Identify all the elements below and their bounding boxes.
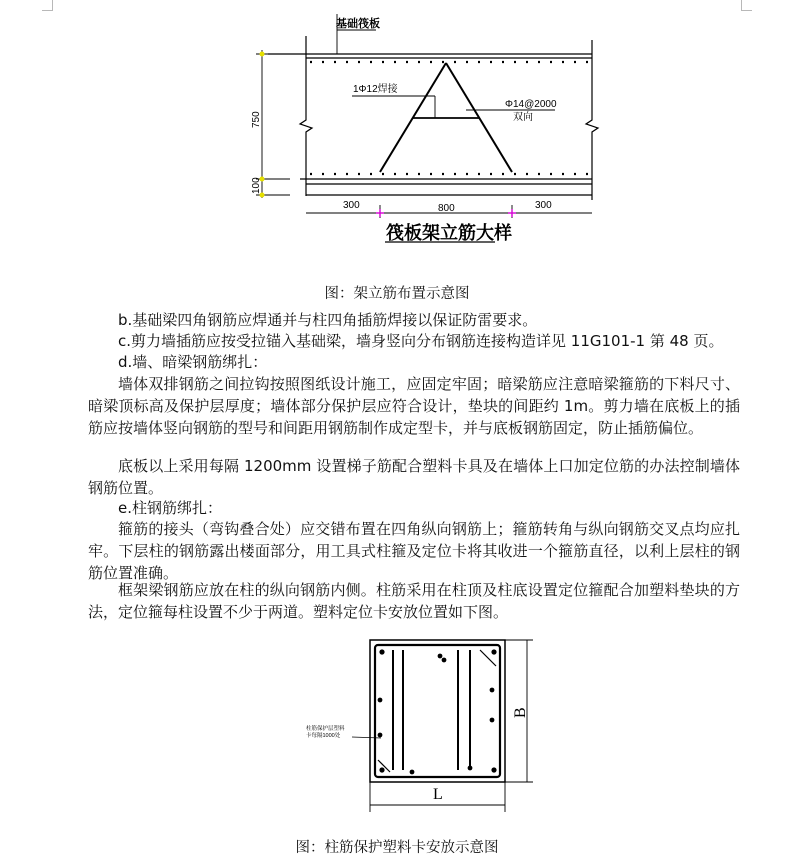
item-c: c.剪力墙插筋应按受拉锚入基础梁，墙身竖向分布钢筋连接构造详见 11G101-1 第 48 页。: [118, 332, 724, 350]
figure2-caption: 图：柱筋保护塑料卡安放示意图: [295, 840, 499, 856]
label-plastic-clip-1: 柱筋保护层塑料: [306, 726, 345, 732]
dim-300-right: 300: [535, 200, 552, 211]
item-e: e.柱钢筋绑扎：: [118, 499, 222, 517]
item-b: b.基础梁四角钢筋应焊通并与柱四角插筋焊接以保证防雷要求。: [118, 311, 538, 329]
figure1-caption: 图：架立筋布置示意图: [324, 286, 470, 302]
dim-800: 800: [438, 203, 455, 214]
label-plastic-clip-2: 卡每隔1000处: [306, 733, 341, 739]
label-bar-spec-2: 双向: [513, 112, 533, 123]
paragraph-beam: 框架梁钢筋应放在柱的纵向钢筋内侧。柱筋采用在柱顶及柱底设置定位箍配合加塑料垫块的方法，定位箍每柱设置不少于两道。塑料定位卡安放位置如下图。: [88, 581, 740, 621]
paragraph-stirrup: 箍筋的接头（弯钩叠合处）应交错布置在四角纵向钢筋上；箍筋转角与纵向钢筋交叉点均应扎牢。下层柱的钢筋露出楼面部分，用工具式柱箍及定位卡将其收进一个箍筋直径，以利上层柱的钢筋位置准确。: [88, 520, 740, 582]
item-d: d.墙、暗梁钢筋绑扎：: [118, 353, 268, 371]
dim-750: 750: [251, 111, 262, 128]
paragraph-wall: 墙体双排钢筋之间拉钩按照图纸设计施工，应固定牢固；暗梁筋应注意暗梁箍筋的下料尺寸、暗梁顶标高及保护层厚度；墙体部分保护层应符合设计，垫块的间距约 1m。剪力墙在底板上的插筋应按墙体竖向钢筋的型号和间距用钢筋制作成定型卡，并与底板钢筋固定，防止插筋偏位。: [88, 375, 740, 437]
paragraph-ladder-bar: 底板以上采用每隔 1200mm 设置梯子筋配合塑料卡具及在墙体上口加定位筋的办法控制墙体钢筋位置。: [88, 457, 740, 497]
dim-100: 100: [251, 177, 262, 194]
raft-support-bar-drawing: [0, 0, 794, 250]
dim-l: L: [433, 786, 443, 803]
label-bar-spec: Φ14@2000: [505, 99, 557, 110]
figure1-title: 筏板架立筋大样: [386, 223, 512, 243]
dim-b: B: [512, 707, 529, 718]
label-foundation-raft: 基础筏板: [336, 18, 380, 30]
dim-300-left: 300: [343, 200, 360, 211]
label-weld: 1Φ12焊接: [353, 84, 398, 95]
